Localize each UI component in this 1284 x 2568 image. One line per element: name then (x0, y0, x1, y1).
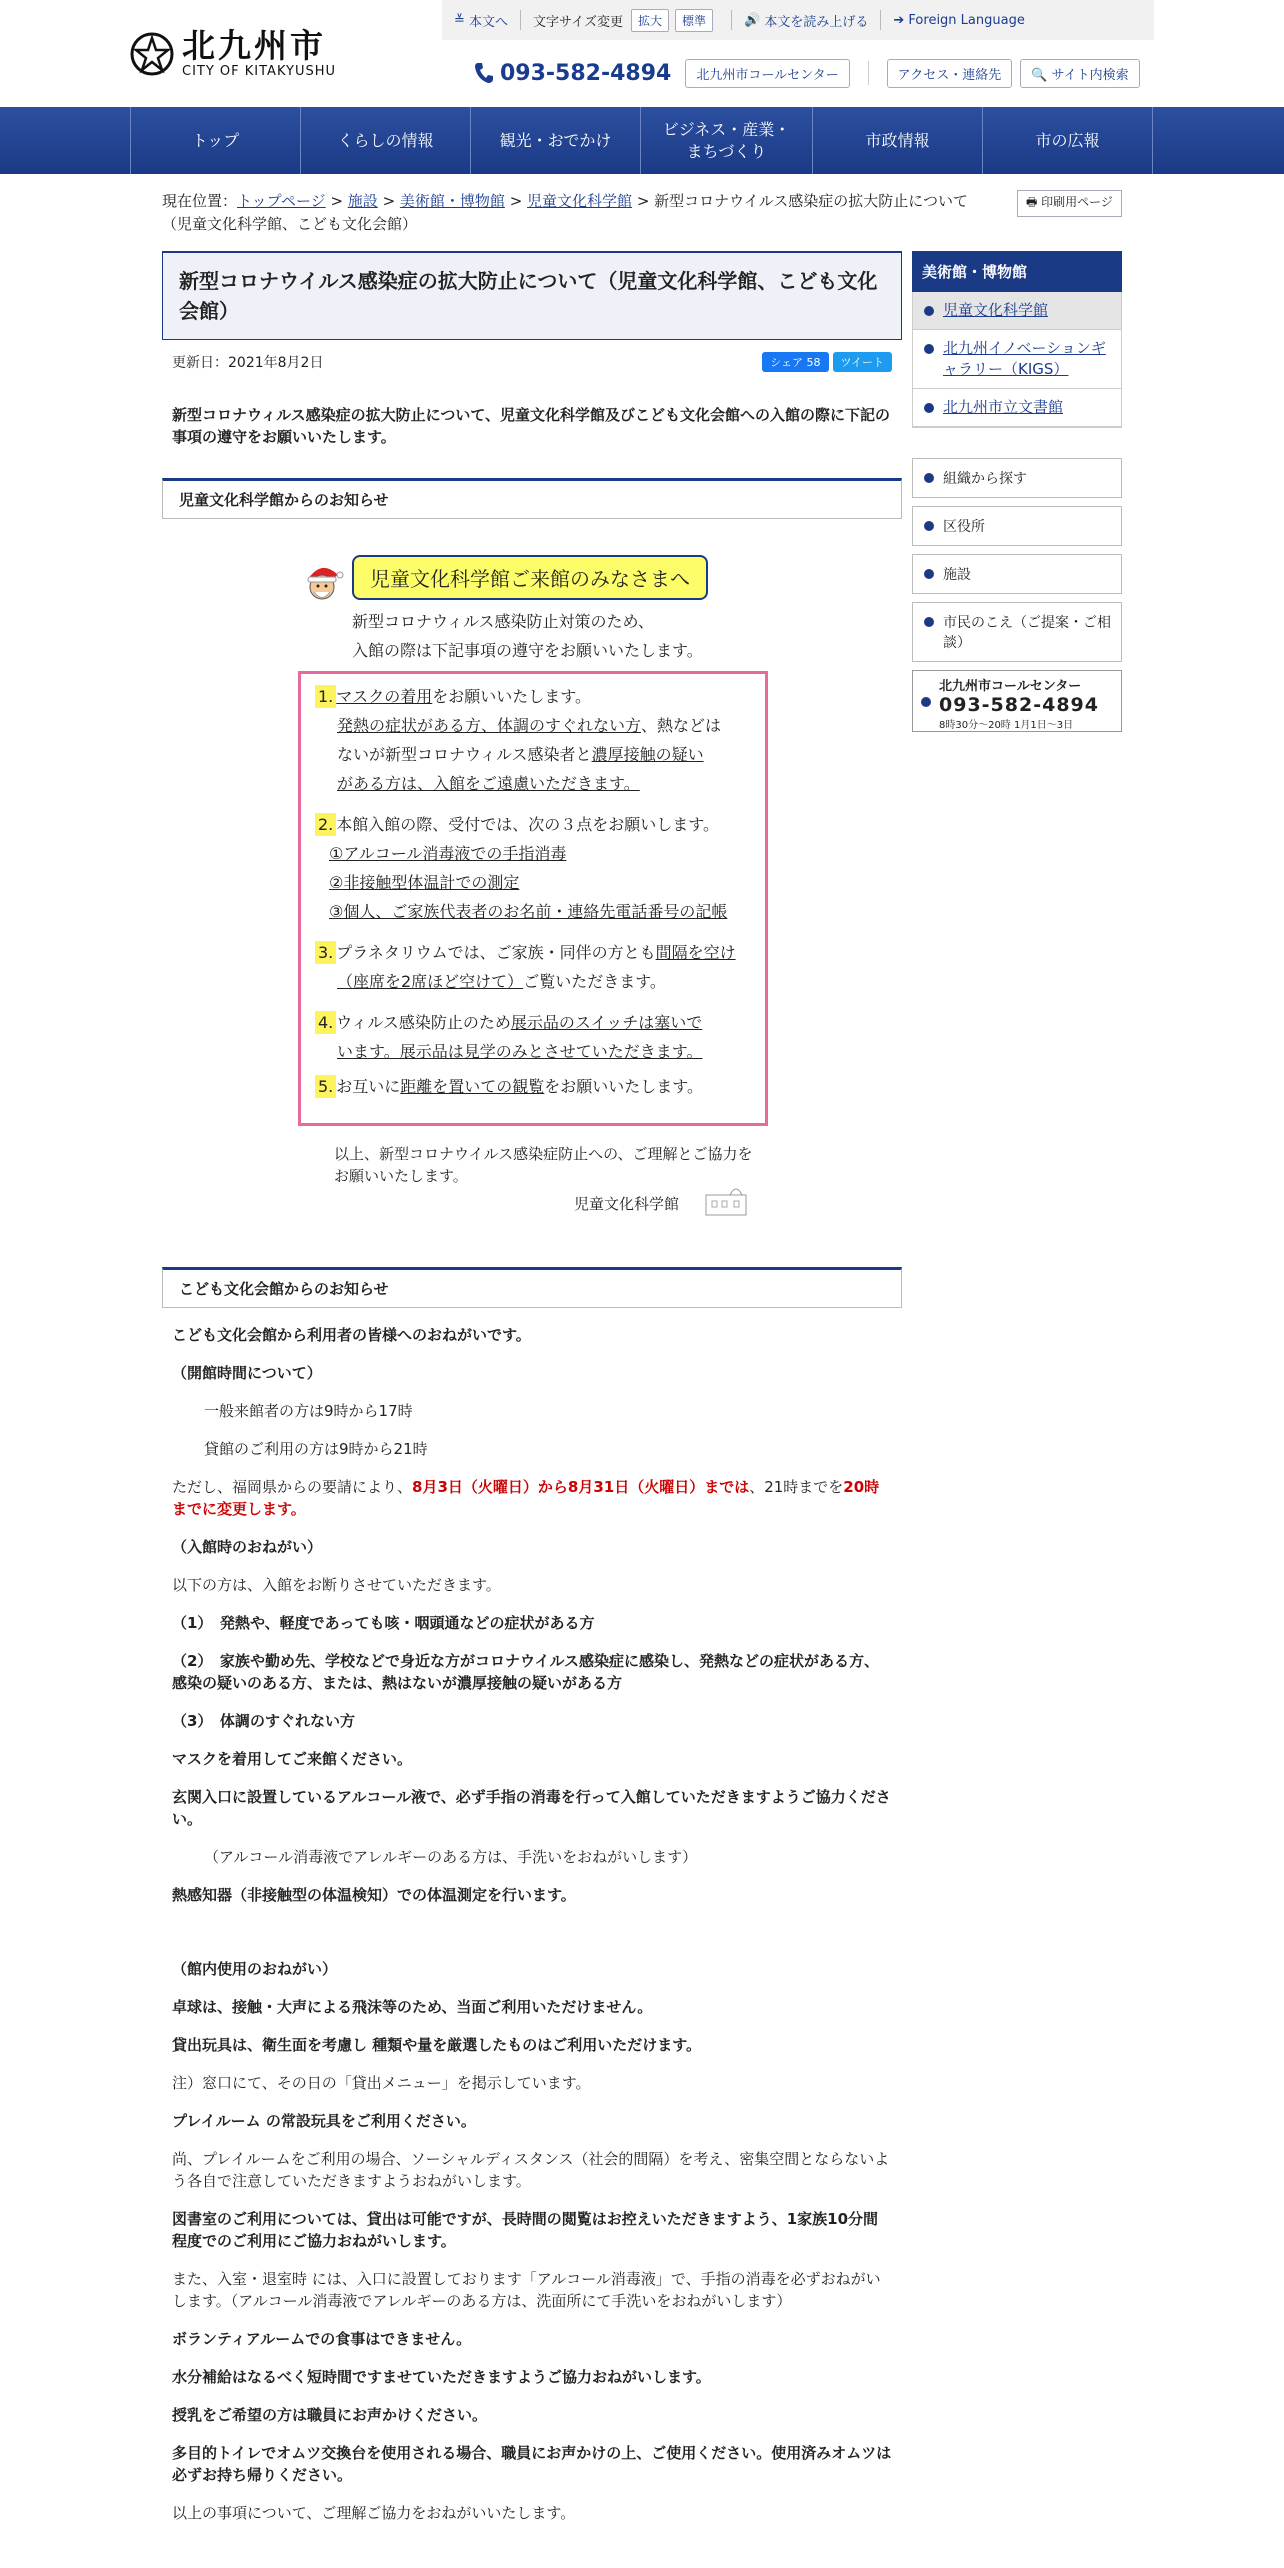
read-aloud-link[interactable]: 🔊 本文を読み上げる (744, 12, 869, 30)
paragraph: （1） 発熱や、軽度であっても咳・咽頭通などの症状がある方 (172, 1614, 595, 1632)
section-heading: 児童文化科学館からのお知らせ (162, 478, 902, 519)
rule-1-detail: ないが新型コロナウィルス感染者と濃厚接触の疑い (337, 745, 704, 764)
rule-1: 1. マスクの着用をお願いいたします。 (315, 682, 751, 711)
breadcrumb-link[interactable]: トップページ (237, 192, 326, 210)
font-size-label: 文字サイズ変更 (533, 14, 624, 30)
paragraph: 図書室のご利用については、貸出は可能ですが、長時間の閲覧はお控えいただきますよう、1家族10分間程度でのご利用にご協力おねがいします。 (172, 2210, 879, 2250)
notice-intro-line: 入館の際は下記事項の遵守をお願いいたします。 (352, 641, 703, 660)
rule-4-detail: います。展示品は見学のみとさせていただきます。 (337, 1042, 703, 1061)
facebook-share-button[interactable]: シェア 58 (762, 352, 828, 372)
font-size-control (521, 9, 731, 32)
notice-intro-line: 新型コロナウィルス感染防止対策のため、 (352, 612, 654, 631)
page-title: 新型コロナウイルス感染症の拡大防止について（児童文化科学館、こども文化会館） (162, 251, 902, 340)
phone-icon (474, 62, 494, 84)
notice-signature: 児童文化科学館 (574, 1195, 680, 1213)
sidebar-heading: 美術館・博物館 (912, 251, 1122, 292)
foreign-language-link[interactable]: ➔ Foreign Language (893, 12, 1025, 28)
printer-icon: 🖶 (1026, 195, 1042, 209)
paragraph: 以下の方は、入館をお断りさせていただきます。 (172, 1576, 501, 1594)
rule-2-item: ①アルコール消毒液での手指消毒 (329, 844, 567, 863)
rules-box (298, 671, 768, 1126)
nav-item-pr[interactable]: 市の広報 (983, 107, 1153, 174)
paragraph: こども文化会館から利用者の皆様へのおねがいです。 (172, 1326, 531, 1344)
global-nav (0, 107, 1284, 174)
paragraph: 尚、プレイルームをご利用の場合、ソーシャルディスタンス（社会的間隔）を考え、密集空間とならないよう各自で注意していただきますようおねがいします。 (172, 2150, 890, 2190)
breadcrumb-separator: > (377, 192, 400, 210)
paragraph: （アルコール消毒液でアレルギーのある方は、手洗いをおねがいします） (204, 1848, 698, 1866)
sidebar-item-archives[interactable]: 北九州市立文書館 (913, 389, 1121, 427)
breadcrumb-separator: > (632, 192, 655, 210)
site-search-button[interactable]: 🔍 サイト内検索 (1020, 59, 1139, 88)
rule-4: 4. ウィルス感染防止のため展示品のスイッチは塞いで (315, 1008, 751, 1037)
paragraph: （入館時のおねがい） (172, 1538, 323, 1556)
paragraph: 以上の事項について、ご理解ご協力をおねがいいたします。 (172, 2504, 576, 2522)
rule-3: 3. プラネタリウムでは、ご家族・同伴の方とも間隔を空け (315, 938, 751, 967)
chevron-down-icon: ≚ (454, 12, 470, 28)
rule-2-item: ③個人、ご家族代表者のお名前・連絡先電話番号の記帳 (329, 902, 728, 921)
font-enlarge-button[interactable]: 拡大 (631, 9, 669, 32)
breadcrumb-current: 新型コロナウイルス感染症の拡大防止について（児童文化科学館、こども文化会館） (162, 192, 968, 233)
rule-5: 5. お互いに距離を置いての観覧をお願いいたします。 (315, 1072, 751, 1101)
paragraph: 玄関入口に設置しているアルコール液で、必ず手指の消毒を行って入館していただきますようご協力ください。 (172, 1788, 891, 1828)
paragraph: 授乳をご希望の方は職員にお声かけください。 (172, 2406, 488, 2424)
divider (868, 61, 869, 85)
paragraph: マスクを着用してご来館ください。 (172, 1750, 413, 1768)
paragraph: 水分補給はなるべく短時間ですませていただきますようご協力おねがいします。 (172, 2368, 711, 2386)
sidebar-button-citizen-voice[interactable]: 市民のこえ（ご提案・ご相談） (912, 602, 1122, 662)
font-standard-button[interactable]: 標準 (675, 9, 713, 32)
paragraph: （館内使用のおねがい） (172, 1960, 338, 1978)
paragraph: （3） 体調のすぐれない方 (172, 1712, 355, 1730)
nav-item-tourism[interactable]: 観光・おでかけ (471, 107, 641, 174)
print-page-button[interactable]: 🖶 印刷用ページ (1017, 190, 1122, 217)
call-center-banner[interactable] (912, 670, 1122, 732)
contact-bar (474, 57, 1154, 89)
utility-bar (442, 0, 1154, 40)
sidebar-links (912, 292, 1122, 428)
main-content (162, 251, 902, 2524)
city-emblem-icon (130, 32, 174, 76)
nav-item-living[interactable]: くらしの情報 (301, 107, 471, 174)
paragraph: 一般来館者の方は9時から17時 (204, 1402, 413, 1420)
logo-jp-text: 北九州市 (182, 26, 326, 65)
paragraph: （開館時間について） (172, 1364, 322, 1382)
paragraph: 卓球は、接触・大声による飛沫等のため、当面ご利用いただけません。 (172, 1998, 653, 2016)
paragraph: プレイルーム の常設玩具をご利用ください。 (172, 2112, 476, 2130)
paragraph: 熱感知器（非接触型の体温検知）での体温測定を行います。 (172, 1886, 576, 1904)
notice-title: 児童文化科学館ご来館のみなさまへ (352, 555, 708, 600)
twitter-share-button[interactable]: ツイート (833, 352, 892, 372)
nav-item-city-info[interactable]: 市政情報 (813, 107, 983, 174)
site-header (0, 0, 1284, 107)
paragraph: ただし、福岡県からの要請により、8月3日（火曜日）から8月31日（火曜日）までは、21時までを20時までに変更します。 (172, 1478, 880, 1518)
rule-2-item: ②非接触型体温計での測定 (329, 873, 520, 892)
nav-item-top[interactable]: トップ (131, 107, 301, 174)
paragraph: （2） 家族や勤め先、学校などで身近な方がコロナウイルス感染症に感染し、発熱などの症状がある方、感染の疑いのある方、または、熱はないが濃厚接触の疑いがある方 (172, 1652, 880, 1692)
logo-en-text: CITY OF KITAKYUSHU (182, 64, 337, 79)
science-museum-notice (162, 519, 902, 1239)
call-center-hours: 8時30分〜20時 1月1日〜3日 (939, 720, 1074, 731)
speaker-icon: 🔊 (744, 12, 765, 28)
phone-number: 093-582-4894 (474, 61, 671, 86)
paragraph: 貸館のご利用の方は9時から21時 (204, 1440, 428, 1458)
mascot-icon (302, 561, 344, 609)
breadcrumb-link[interactable]: 施設 (347, 192, 378, 210)
social-share (762, 352, 892, 372)
children-center-notice (162, 1324, 902, 2524)
sidebar-button-ward-office[interactable]: 区役所 (912, 506, 1122, 546)
breadcrumb-prefix: 現在位置： (162, 192, 238, 210)
building-icon (702, 1181, 750, 1217)
sidebar-button-facilities[interactable]: 施設 (912, 554, 1122, 594)
search-icon: 🔍 (1031, 67, 1052, 83)
rule-1-detail: がある方は、入館をご遠慮いただきます。 (337, 774, 640, 793)
sidebar-item-kigs[interactable]: 北九州イノベーションギャラリー（KIGS） (913, 330, 1121, 389)
call-center-button[interactable]: 北九州市コールセンター (685, 59, 849, 88)
updated-date: 更新日：2021年8月2日 (172, 355, 324, 371)
notice-closing-line: お願いいたします。 (334, 1167, 468, 1185)
breadcrumb-link[interactable]: 美術館・博物館 (399, 192, 505, 210)
chevron-right-circle-icon: ➔ (893, 12, 909, 28)
paragraph: 貸出玩具は、衛生面を考慮し 種類や量を厳選したものはご利用いただけます。 (172, 2036, 702, 2054)
call-center-title: 北九州市コールセンター (939, 679, 1082, 694)
paragraph: ボランティアルームでの食事はできません。 (172, 2330, 472, 2348)
notice-intro (352, 607, 703, 665)
skip-to-content-link[interactable]: ≚ 本文へ (454, 12, 509, 30)
nav-item-business[interactable]: ビジネス・産業・ まちづくり (641, 107, 813, 174)
breadcrumb-link[interactable]: 児童文化科学館 (527, 192, 633, 210)
paragraph: また、入室・退室時 には、入口に設置しております「アルコール消毒液」で、手指の消毒を必ずおねがいします。（アルコール消毒液でアレルギーのある方は、洗面所にて手洗いをおねがいします） (172, 2270, 881, 2310)
paragraph: 多目的トイレでオムツ交換台を使用される場合、職員にお声かけの上、ご使用ください。使用済みオムツは必ずお持ち帰りください。 (172, 2444, 892, 2484)
breadcrumb-separator: > (504, 192, 528, 210)
lead-text: 新型コロナウィルス感染症の拡大防止について、児童文化科学館及びこども文化会館への入館の際に下記の事項の遵守をお願いいたします。 (172, 406, 891, 446)
notice-closing (334, 1143, 753, 1187)
breadcrumb (162, 190, 992, 236)
page-meta (162, 352, 902, 372)
rule-3-detail: （座席を2席ほど空けて）ご覧いただきます。 (337, 972, 666, 991)
access-button[interactable]: アクセス・連絡先 (887, 59, 1013, 88)
notice-closing-line: 以上、新型コロナウイルス感染症防止への、ご理解とご協力を (334, 1145, 753, 1163)
rule-1-detail: 発熱の症状がある方、体調のすぐれない方、熱などは (337, 716, 722, 735)
call-center-number: 093-582-4894 (939, 694, 1099, 716)
breadcrumb-separator: > (325, 192, 348, 210)
rule-2: 2. 本館入館の際、受付では、次の３点をお願いします。 (315, 810, 751, 839)
sidebar-item-science-museum[interactable]: 児童文化科学館 (913, 292, 1121, 330)
site-logo[interactable] (130, 28, 336, 79)
paragraph: 注）窓口にて、その日の「貸出メニュー」を掲示しています。 (172, 2074, 591, 2092)
section-heading: こども文化会館からのお知らせ (162, 1267, 902, 1308)
sidebar (912, 251, 1122, 732)
sidebar-button-organization[interactable]: 組織から探す (912, 458, 1122, 498)
